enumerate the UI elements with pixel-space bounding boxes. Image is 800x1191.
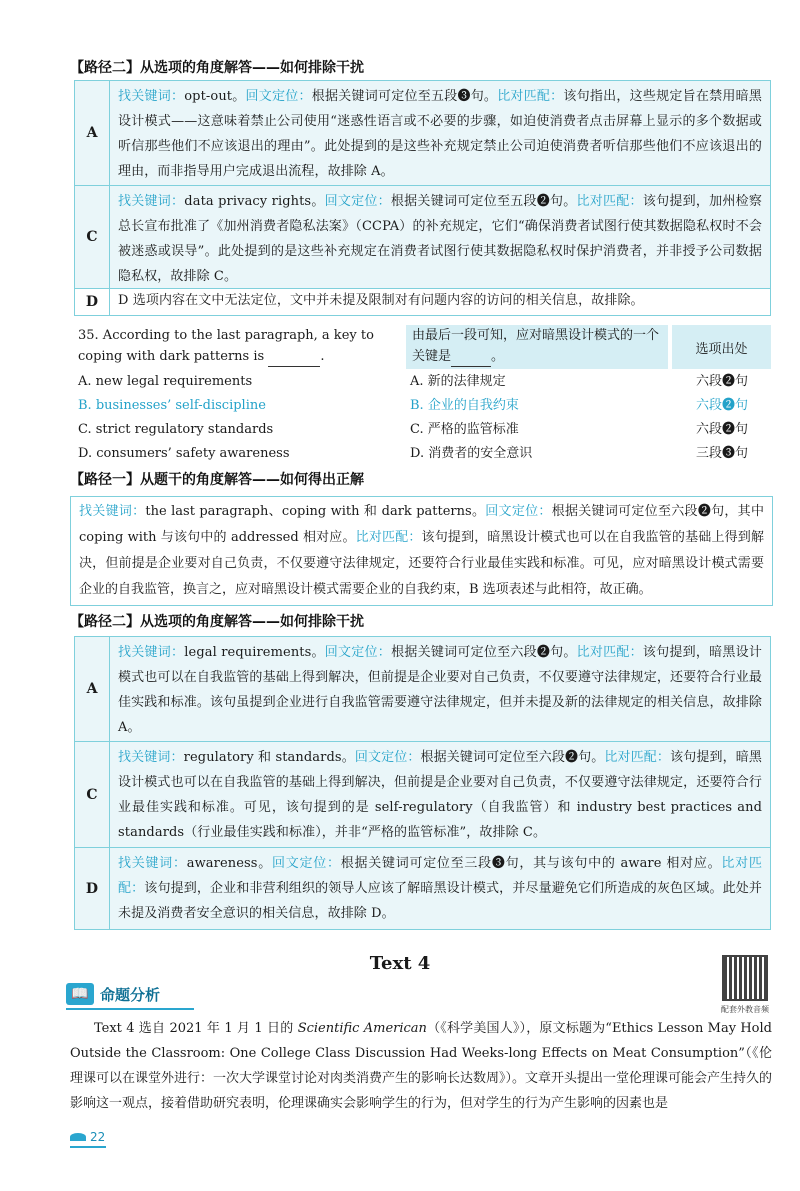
keyword-text: regulatory 和 standards。 [183, 750, 355, 765]
source-title: Scientific American [297, 1021, 427, 1036]
choice-a-en: A. new legal requirements [78, 374, 253, 389]
path-one-box [70, 496, 773, 606]
keyword-label: 找关键词： [118, 750, 184, 765]
match-text: 该句提到，加州检察总长宣布批准了《加州消费者隐私法案》（CCPA）的补充规定，它们“确保消费者试图行使其数据隐私权时不会被迷惑或误导”。此处提到的是这些补充规定在消费者试图行使其数据隐私权时保护消费者，并非授予公司数据隐私权，故排除 C。 [118, 194, 762, 284]
choice-b-cn: B. 企业的自我约束 [410, 398, 519, 413]
locate-text: 根据关键词可定位至五段❸句。 [311, 89, 498, 104]
qr-code-icon[interactable] [722, 955, 768, 1001]
question-stem-en [78, 325, 398, 367]
match-text: 该句提到，企业和非营利组织的领导人应该了解暗黑设计模式，并尽量避免它们所造成的灰色区域。此处并未提及消费者安全意识的相关信息，故排除 D。 [118, 881, 763, 921]
option-row-a [75, 637, 770, 742]
qr-caption: 配套外教音频 [721, 1005, 769, 1014]
footer-underline [70, 1146, 106, 1148]
match-label: 比对匹配： [576, 645, 643, 660]
keyword-text: awareness。 [186, 856, 272, 871]
banner-underline [66, 1008, 194, 1010]
keyword-label: 找关键词： [118, 856, 187, 871]
option-table-q35 [74, 636, 771, 930]
match-label: 比对匹配： [118, 856, 762, 896]
locate-text: 根据关键词可定位至六段❷句。 [420, 750, 605, 765]
choice-d-source: 三段❸句 [696, 446, 749, 461]
page-footer [70, 1130, 105, 1144]
option-row-c [75, 742, 770, 848]
option-letter: A [75, 81, 110, 185]
keyword-text: opt-out。 [184, 89, 246, 104]
option-analysis [110, 742, 770, 847]
option-analysis [110, 186, 770, 288]
option-row-d [75, 848, 770, 929]
keyword-label: 找关键词： [118, 645, 185, 660]
keyword-label: 找关键词： [118, 89, 185, 104]
choice-a-cn: A. 新的法律规定 [410, 374, 506, 389]
option-analysis [110, 848, 770, 929]
option-letter: D [75, 848, 110, 929]
locate-text: 根据关键词可定位至六段❷句。 [391, 645, 577, 660]
keyword-text: legal requirements。 [184, 645, 325, 660]
keyword-label: 找关键词： [118, 194, 185, 209]
analysis-banner [66, 983, 160, 1005]
locate-label: 回文定位： [354, 750, 421, 765]
keyword-text: the last paragraph、coping with 和 dark patterns。 [145, 504, 486, 519]
locate-label: 回文定位： [271, 856, 341, 871]
locate-label: 回文定位： [485, 504, 552, 519]
option-letter: A [75, 637, 110, 741]
option-row-d [75, 289, 770, 315]
option-letter: C [75, 186, 110, 288]
question-stem-cn [406, 325, 668, 369]
option-letter: C [75, 742, 110, 847]
match-label: 比对匹配： [355, 530, 422, 545]
answer-blank [268, 352, 320, 367]
match-text: 该句提到，暗黑设计模式也可以在自我监管的基础上得到解决，但前提是企业要对自己负责，不仅要遵守法律规定，还要符合行业最佳实践和标准。该句虽提到企业进行自我监管需要遵守法律规定，但并未提及新的法律规定的相关信息，故排除 A。 [118, 645, 762, 735]
question-stem-en-end: . [320, 349, 325, 364]
section-title: Text 4 [369, 953, 431, 974]
question-stem-cn-end: 。 [491, 349, 505, 364]
choice-c-en: C. strict regulatory standards [78, 422, 274, 437]
question-stem-cn-text: 由最后一段可知，应对暗黑设计模式的一个关键是 [412, 328, 660, 364]
path-two-heading: 【路径二】从选项的角度解答——如何排除干扰 [70, 60, 364, 76]
locate-text: 根据关键词可定位至五段❷句。 [390, 194, 577, 209]
option-analysis [110, 81, 770, 185]
choice-a-source: 六段❷句 [696, 374, 749, 389]
option-table-q34 [74, 80, 771, 316]
match-text: 该句提到，暗黑设计模式也可以在自我监管的基础上得到解决，但前提是企业要对自己负责，不仅要遵守法律规定，还要符合行业最佳实践和标准。可见，该句提到的是 self-regulatory（自我监管）和 industry best practices and standards（行业最佳实践和标准），并非“严格的监管标准”，故排除 C。 [118, 750, 762, 840]
option-analysis [110, 637, 770, 741]
locate-text: 根据关键词可定位至三段❸句，其与该句中的 aware 相对应。 [340, 856, 722, 871]
option-analysis: D 选项内容在文中无法定位，文中并未提及限制对有问题内容的访问的相关信息，故排除。 [118, 293, 644, 308]
source-header: 选项出处 [672, 325, 771, 369]
choice-b-source: 六段❷句 [696, 398, 749, 413]
match-label: 比对匹配： [604, 750, 671, 765]
choice-c-source: 六段❷句 [696, 422, 749, 437]
choice-c-cn: C. 严格的监管标准 [410, 422, 519, 437]
match-text: 该句指出，这些规定旨在禁用暗黑设计模式——这意味着禁止公司使用“迷惑性语言或不必要的步骤，如迫使消费者点击屏幕上显示的多个数据或听信那些他们不应该退出的理由”。此处提到的是这些补充规定禁止公司迫使消费者听信那些他们不应该退出的理由，而非指导用户完成退出流程，故排除 A。 [118, 89, 762, 179]
page-number: 22 [90, 1130, 106, 1144]
keyword-label: 找关键词： [79, 504, 146, 519]
choice-d-en: D. consumers’ safety awareness [78, 446, 290, 461]
page-mark-icon [70, 1133, 86, 1141]
option-row-a [75, 81, 770, 186]
para-text-1: Text 4 选自 2021 年 1 月 1 日的 [94, 1021, 294, 1036]
choice-d-cn: D. 消费者的安全意识 [410, 446, 533, 461]
analysis-paragraph [70, 1016, 772, 1116]
locate-label: 回文定位： [324, 194, 391, 209]
banner-title: 命题分析 [100, 985, 161, 1004]
match-label: 比对匹配： [576, 194, 643, 209]
question-35 [74, 323, 771, 369]
match-label: 比对匹配： [497, 89, 564, 104]
path-two-heading-2: 【路径二】从选项的角度解答——如何排除干扰 [70, 614, 364, 630]
choice-b-en: B. businesses’ self-discipline [78, 398, 266, 413]
path-one-heading: 【路径一】从题干的角度解答——如何得出正解 [70, 472, 364, 488]
match-text: 该句提到，暗黑设计模式也可以在自我监管的基础上得到解决，但前提是企业要对自己负责，不仅要遵守法律规定，还要符合行业最佳实践和标准。可见，应对暗黑设计模式需要企业的自我监管，换言之，应对暗黑设计模式需要企业的自我约束，B 选项表述与此相符，故正确。 [79, 530, 764, 597]
option-letter: D [75, 289, 110, 315]
keyword-text: data privacy rights。 [184, 194, 325, 209]
locate-text: 根据关键词可定位至六段❷句，其中 coping with 与该句中的 addressed 相对应。 [79, 504, 764, 545]
option-row-c [75, 186, 770, 289]
locate-label: 回文定位： [245, 89, 312, 104]
answer-blank-cn [451, 352, 491, 367]
book-icon: 📖 [66, 983, 94, 1005]
question-stem-en-text: 35. According to the last paragraph, a key to coping with dark patterns is [78, 328, 374, 364]
para-text-2: （《科学美国人》），原文标题为“Ethics Lesson May Hold Outside the Classroom: One College Class Discussion Had Weeks-long Effects on Meat Consumption”（《伦理课可以在课堂外进行：一次大学课堂讨论对肉类消费产生的影响长达数周》）。文章开头提出一堂伦理课可能会产生持久的影响这一观点，接着借助研究表明，伦理课确实会影响学生的行为，但对学生的行为产生影响的因素也是 [70, 1021, 773, 1111]
locate-label: 回文定位： [324, 645, 392, 660]
